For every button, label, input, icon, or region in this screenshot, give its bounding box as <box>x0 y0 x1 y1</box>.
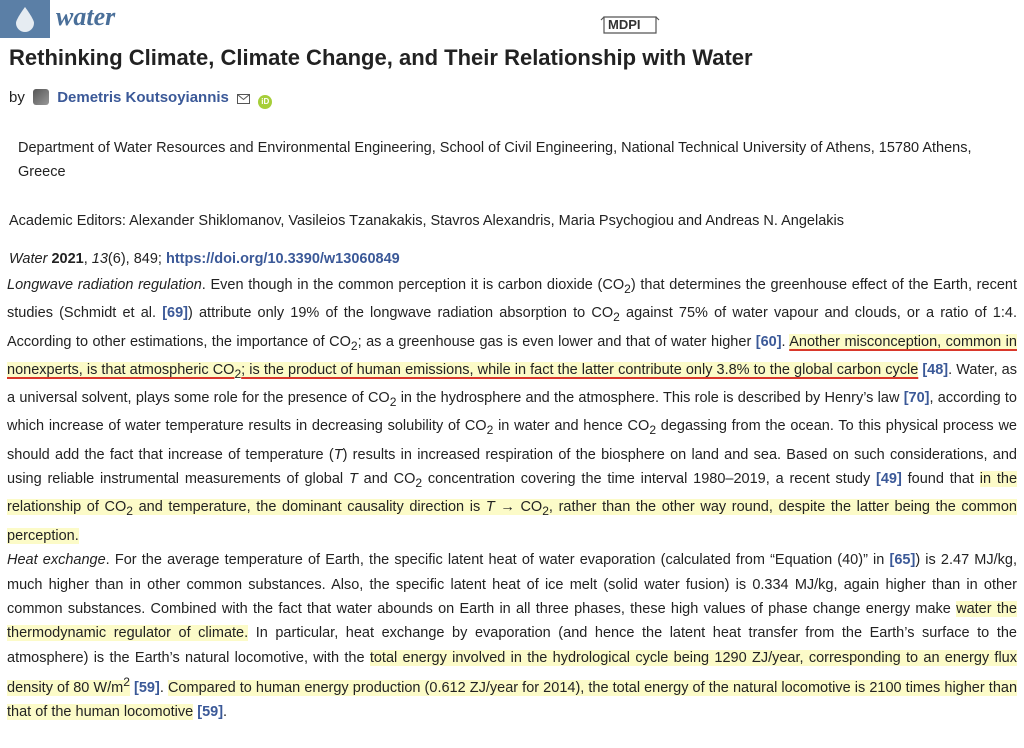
subscript: 2 <box>234 366 242 381</box>
text-span: . <box>159 680 168 697</box>
reference-link[interactable]: [69] <box>162 305 188 322</box>
text-span: ; as a greenhouse gas is even lower and that of water higher <box>357 333 756 350</box>
text-span: total energy involved in the hydrological cycle being 1290 ZJ/year, corresponding to an energy flux density of 80 W/m <box>7 649 1017 697</box>
text-span: In particular, heat exchange by evaporation (and hence the latent heat transfer from the Earth’s surface to the atmosphere) is the Earth’s natural locomotive, with the <box>7 625 1017 666</box>
reference-link[interactable]: [60] <box>755 333 782 350</box>
by-label: by <box>9 89 25 106</box>
mdpi-logo[interactable] <box>600 14 660 36</box>
citation-year: 2021 <box>51 251 84 267</box>
highlighted-text: water the thermodynamic regulator of climate. <box>7 601 1017 642</box>
subscript: 2 <box>542 504 549 519</box>
article-body <box>7 273 1017 725</box>
subscript: 2 <box>350 338 358 353</box>
text-span: and temperature, the dominant causality direction is <box>132 499 486 516</box>
citation-volume: 13 <box>91 251 108 267</box>
text-span: found that <box>901 471 980 488</box>
text-span: in the hydrosphere and the atmosphere. This role is described by Henry’s law <box>396 390 904 407</box>
text-span: . <box>223 704 228 721</box>
italic-symbol: T <box>348 471 358 488</box>
subscript: 2 <box>415 476 423 491</box>
author-avatar <box>33 89 49 105</box>
text-span: , rather than the other way round, despite the latter being the common perception. <box>7 499 1017 544</box>
subscript: 2 <box>624 281 631 296</box>
text-span: and CO <box>357 471 416 488</box>
superscript: 2 <box>123 675 130 690</box>
subscript: 2 <box>486 423 494 438</box>
highlighted-text: Compared to human energy production (0.612 ZJ/year for 2014), the total energy of the natural locomotive is 2100 times higher than that of the human locomotive <box>7 680 1018 721</box>
author-affiliation: Department of Water Resources and Environmental Engineering, School of Civil Engineering, National Technical University of Athens, 15780 Athens, Greece <box>18 140 972 180</box>
text-span: in water and hence CO <box>493 418 650 435</box>
email-icon[interactable] <box>237 91 250 108</box>
water-drop-icon <box>14 6 36 32</box>
citation-journal: Water <box>9 251 48 267</box>
text-span: degassing from the ocean. To this physical process we should add the fact that increase of temperature ( <box>7 418 1017 463</box>
text-span: against 75% of water vapour and clouds, or a ratio of 1:4. According to other estimations, the importance of CO <box>7 305 1017 350</box>
paragraph-longwave <box>7 273 1017 548</box>
subscript: 2 <box>389 395 397 410</box>
subscript: 2 <box>613 310 620 325</box>
paragraph-heading: Longwave radiation regulation <box>7 277 202 293</box>
journal-header <box>0 0 1024 40</box>
text-span: Another misconception, common in nonexperts, is that atmospheric CO <box>7 333 1017 378</box>
byline <box>9 89 272 109</box>
reference-link[interactable]: [48] <box>922 361 949 378</box>
author-link[interactable]: Demetris Koutsoyiannis <box>57 89 229 106</box>
text-span: ; is the product of human emissions, while in fact the latter contribute only 3.8% to the global carbon cycle <box>241 361 919 378</box>
text-span: ) attribute only 19% of the longwave radiation absorption to CO <box>188 305 614 322</box>
reference-link[interactable]: [59] <box>197 704 224 721</box>
academic-editors: Academic Editors: Alexander Shiklomanov, Vasileios Tzanakakis, Stavros Alexandris, Maria Psychogiou and Andreas N. Angelakis <box>9 213 844 229</box>
reference-link[interactable]: [59] <box>134 680 160 697</box>
text-span: . Water, as a universal solvent, plays some role for the presence of CO <box>7 361 1017 407</box>
doi-link[interactable]: https://doi.org/10.3390/w13060849 <box>165 251 400 267</box>
reference-link[interactable]: [65] <box>889 552 916 569</box>
italic-symbol: T <box>333 446 343 463</box>
journal-name[interactable]: water <box>56 2 116 31</box>
article-title: Rethinking Climate, Climate Change, and Their Relationship with Water <box>9 45 753 70</box>
citation-line: Water 2021, 13(6), 849; https://doi.org/10.3390/w13060849 <box>9 251 400 267</box>
paragraph-heat-exchange <box>7 548 1017 725</box>
text-span: . Even though in the common perception it is carbon dioxide (CO <box>201 277 625 293</box>
paragraph-heading: Heat exchange <box>7 552 106 569</box>
text-span: ) that determines the greenhouse effect of the Earth, recent studies (Schmidt et al. <box>7 277 1017 322</box>
text-span: in the relationship of CO <box>7 471 1018 516</box>
mdpi-logo-text: MDPI <box>608 17 641 32</box>
journal-logo[interactable] <box>0 0 50 38</box>
text-span: . <box>781 333 790 350</box>
italic-symbol: T <box>485 499 495 516</box>
text-span: ) is 2.47 MJ/kg, much higher than in other common substances. Also, the specific latent heat of ice melt (solid water fusion) is 0.334 MJ/kg, again higher than in other common substances. Combined with the fact that water abounds on Earth in all three phases, these high values of phase change energy make <box>7 552 1017 617</box>
text-span: , according to which increase of water temperature results in decreasing solubility of CO <box>7 390 1017 435</box>
reference-link[interactable]: [49] <box>876 471 902 488</box>
subscript: 2 <box>126 504 133 519</box>
text-span: concentration covering the time interval 1980–2019, a recent study <box>422 471 877 488</box>
reference-link[interactable]: [70] <box>903 390 930 407</box>
text-span: . For the average temperature of Earth, the specific latent heat of water evaporation (calculated from “Equation (40)” in <box>105 552 890 569</box>
text-span: ) results in increased respiration of the biosphere on land and sea. Based on such considerations, and using reliable instrumental measurements of global <box>7 446 1017 488</box>
subscript: 2 <box>649 423 657 438</box>
citation-page: 849 <box>133 251 158 267</box>
text-span: → CO <box>494 499 543 516</box>
orcid-icon[interactable]: iD <box>258 95 272 109</box>
citation-issue: (6) <box>107 251 126 267</box>
